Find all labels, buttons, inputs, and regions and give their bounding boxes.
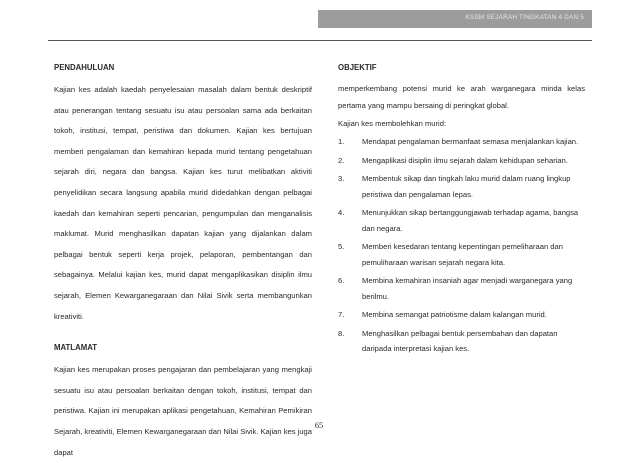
aim-paragraph: Kajian kes merupakan proses pengajaran dan pembelajaran yang mengkaji sesuatu isu atau persoalan berkaitan dengan tokoh, institusi, tempat dan peristiwa. Kajian ini merupakan aplikasi pengetahuan, Kemahiran Pemikiran Sejarah, kreativiti, Elemen Kewarganegaraan dan Nilai Sivik. Kajian kes juga dapat (54, 365, 312, 457)
list-item-number: 2. (338, 155, 345, 165)
list-item (338, 273, 585, 304)
list-item (338, 239, 585, 270)
list-item (338, 205, 585, 236)
list-item-number: 1. (338, 137, 345, 146)
list-item-number: 5. (338, 242, 345, 251)
intro-paragraph: Kajian kes adalah kaedah penyelesaian masalah dalam bentuk deskriptif atau penerangan tentang sesuatu isu atau persoalan sama ada berkaitan tokoh, institusi, tempat, peristiwa dan dokumen. Kajian kes bertujuan memberi pengalaman dan kemahiran kepada murid tentang pengetahuan sejarah diri, negara dan bangsa. Kajian kes turut melibatkan aktiviti penyelidikan secara langsung apabila murid didedahkan dengan pelbagai kaedah dan kemahiran seperti pencarian, pengumpulan dan menganalisis maklumat. Murid menghasilkan dapatan kajian yang dijalankan dalam pelbagai bentuk seperti kerja projek, pelaporan, pembentangan dan sebagainya. Melalui kajian kes, murid dapat mengaplikasikan disiplin ilmu sejarah, Elemen Kewarganegaraan dan Nilai Sivik serta membangunkan kreativiti. (54, 85, 312, 321)
list-item-text: Menghasilkan pelbagai bentuk persembahan dan dapatan daripada interpretasi kajian kes. (362, 328, 558, 353)
list-item (338, 307, 585, 323)
objective-heading: OBJEKTIF (338, 63, 377, 72)
list-item (338, 326, 585, 357)
left-column (54, 62, 312, 463)
intro-heading: PENDAHULUAN (54, 63, 115, 72)
list-item-text: Membina kemahiran insaniah agar menjadi warganegara yang berilmu. (362, 276, 573, 301)
list-item-text: Menunjukkan sikap bertanggungjawab terhadap agama, bangsa dan negara. (362, 208, 579, 233)
list-item-text: Membentuk sikap dan tingkah laku murid dalam ruang lingkup peristiwa dan pengalaman lepas. (362, 174, 571, 199)
list-item-number: 8. (338, 328, 345, 338)
list-item-number: 4. (338, 208, 345, 217)
objective-list (338, 134, 585, 357)
page-number: 65 (314, 421, 324, 430)
list-item-number: 3. (338, 174, 345, 183)
running-header-title: KSSM SEJARAH TINGKATAN 4 DAN 5 (465, 14, 584, 21)
list-item-text: Membina semangat patriotisme dalam kalangan murid. (362, 310, 547, 319)
list-item-number: 7. (338, 310, 345, 319)
right-column (338, 62, 585, 357)
objective-lead: Kajian kes membolehkan murid: (338, 119, 447, 128)
list-item-text: Memberi kesedaran tentang kepentingan pemeliharaan dan pemuliharaan warisan sejarah negara kita. (362, 242, 563, 267)
list-item-number: 6. (338, 276, 345, 285)
list-item (338, 134, 585, 150)
list-item (338, 153, 585, 169)
section-spacer (54, 327, 312, 342)
list-item (338, 171, 585, 202)
list-item-text: Mendapat pengalaman bermanfaat semasa menjalankan kajian. (362, 137, 579, 146)
aim-heading: MATLAMAT (54, 343, 98, 353)
list-item-text: Mengaplikasi disiplin ilmu sejarah dalam kehidupan seharian. (362, 155, 568, 165)
objective-intro: memperkembang potensi murid ke arah warganegara minda kelas pertama yang mampu bersaing di peringkat global. (338, 84, 585, 110)
header-divider (48, 40, 592, 41)
